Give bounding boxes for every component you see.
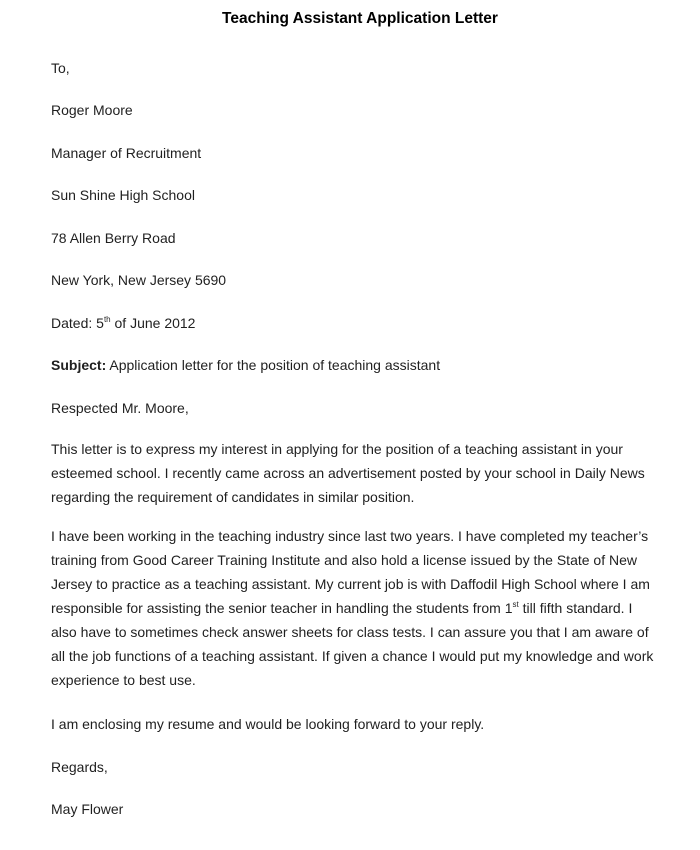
letter-subject [51, 356, 440, 374]
subject-text: Application letter for the position of teaching assistant [106, 357, 441, 373]
date-prefix: Dated: 5 [51, 315, 104, 331]
paragraph-2-ordinal: st [512, 600, 519, 609]
recipient-street: 78 Allen Berry Road [51, 230, 176, 246]
recipient-organization: Sun Shine High School [51, 187, 195, 203]
recipient-city-state: New York, New Jersey 5690 [51, 272, 227, 288]
paragraph-1: This letter is to express my interest in applying for the position of a teaching assistant in your esteemed school. I recently came across an advertisement posted by your school in Daily News regarding the requirement of candidates in similar position. [51, 441, 645, 505]
signature: May Flower [51, 801, 124, 817]
salutation-to: To, [51, 60, 70, 76]
letter-date [51, 314, 195, 332]
date-ordinal: th [103, 315, 111, 324]
letter-title: Teaching Assistant Application Letter [222, 10, 498, 27]
greeting: Respected Mr. Moore, [51, 400, 189, 416]
date-suffix: of June 2012 [110, 315, 196, 331]
paragraph-3: I am enclosing my resume and would be looking forward to your reply. [51, 716, 485, 732]
recipient-position: Manager of Recruitment [51, 145, 202, 161]
recipient-name: Roger Moore [51, 102, 133, 118]
closing: Regards, [51, 759, 108, 775]
paragraph-2 [51, 524, 655, 692]
paragraph-2-before: I have been working in the teaching industry since last two years. I have completed my teacher’s training from Good Career Training Institute and also hold a license issued by the State of New Jersey to practice as a teaching assistant. My current job is with Daffodil High School where I am responsible for assisting the senior teacher in handling the students from 1 [51, 528, 650, 616]
paragraph-2-after: till fifth standard. I also have to sometimes check answer sheets for class tests. I can assure you that I am aware of all the job functions of a teaching assistant. If given a chance I would put my knowledge and work experience to best use. [51, 600, 654, 688]
subject-label: Subject: [51, 357, 107, 373]
